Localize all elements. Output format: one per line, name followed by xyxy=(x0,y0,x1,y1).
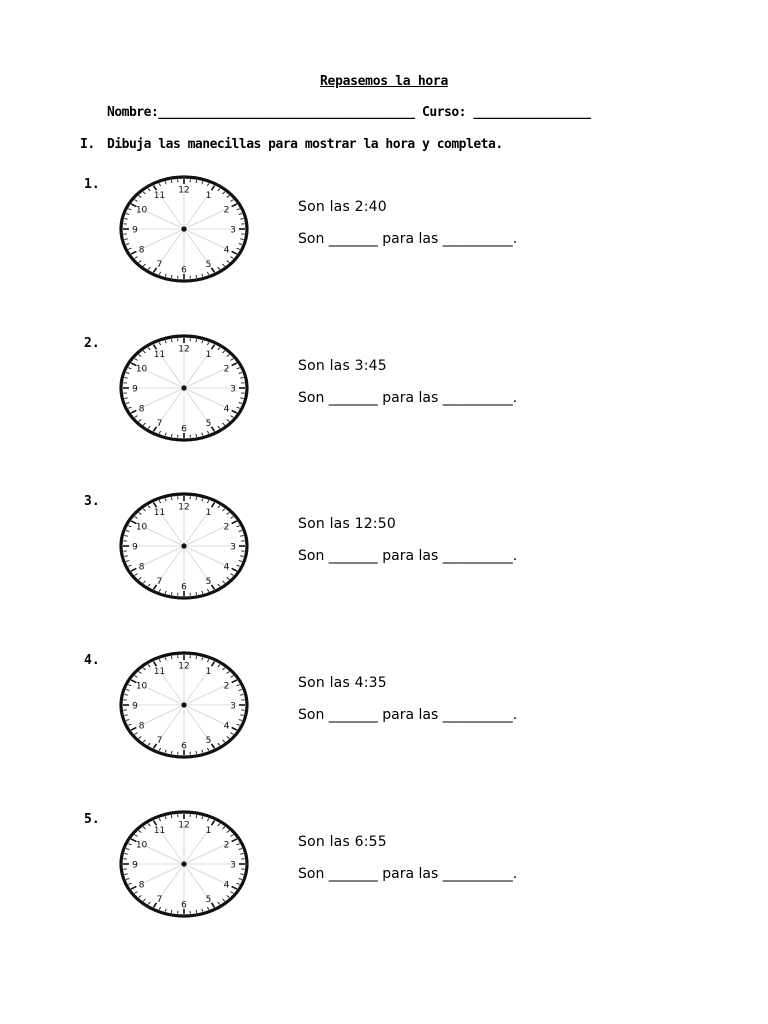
minute-tick xyxy=(240,874,243,875)
hour-number: 11 xyxy=(153,825,166,836)
minute-tick xyxy=(124,239,127,240)
hour-number: 6 xyxy=(181,265,187,276)
hour-number: 1 xyxy=(205,666,212,677)
hour-number: 6 xyxy=(181,900,187,911)
minute-tick xyxy=(124,556,127,557)
hour-number: 8 xyxy=(138,245,145,256)
exercise-number: 2. xyxy=(84,336,100,351)
hour-number: 9 xyxy=(132,860,138,871)
hour-number: 6 xyxy=(181,424,187,435)
fill-in-answer[interactable]: Son _______ para las __________. xyxy=(298,866,518,882)
hour-number: 12 xyxy=(178,502,190,513)
hour-number: 4 xyxy=(223,245,230,256)
hour-number: 7 xyxy=(156,260,163,271)
hour-number: 10 xyxy=(135,681,148,692)
hour-number: 7 xyxy=(156,736,163,747)
fill-in-answer[interactable]: Son _______ para las __________. xyxy=(298,390,518,406)
hour-number: 3 xyxy=(230,860,236,871)
hour-number: 1 xyxy=(205,825,212,836)
exercise-number: 4. xyxy=(84,653,100,668)
hour-number: 5 xyxy=(205,895,212,906)
minute-tick xyxy=(240,536,243,537)
hour-number: 5 xyxy=(205,260,212,271)
hour-number: 10 xyxy=(135,840,148,851)
minute-tick xyxy=(124,874,127,875)
hour-number: 3 xyxy=(230,384,236,395)
fill-in-answer[interactable]: Son _______ para las __________. xyxy=(298,548,518,564)
hour-number: 10 xyxy=(135,364,148,375)
minute-tick xyxy=(124,378,127,379)
exercise-number: 3. xyxy=(84,494,100,509)
hour-number: 2 xyxy=(223,522,230,533)
minute-tick xyxy=(124,854,127,855)
worksheet-title: Repasemos la hora xyxy=(320,74,448,89)
center-dot xyxy=(181,861,186,866)
hour-number: 5 xyxy=(205,736,212,747)
hour-number: 3 xyxy=(230,225,236,236)
exercise-number: 5. xyxy=(84,812,100,827)
time-statement: Son las 3:45 xyxy=(298,358,387,374)
exercise-number: 1. xyxy=(84,177,100,192)
hour-number: 11 xyxy=(153,190,166,201)
hour-number: 5 xyxy=(205,419,212,430)
exercise-3 xyxy=(0,494,768,634)
minute-tick xyxy=(240,854,243,855)
hour-number: 3 xyxy=(230,701,236,712)
minute-tick xyxy=(124,536,127,537)
hour-number: 4 xyxy=(223,880,230,891)
minute-tick xyxy=(240,239,243,240)
clock-face[interactable] xyxy=(116,330,252,446)
hour-number: 11 xyxy=(153,349,166,360)
center-dot xyxy=(181,385,186,390)
instruction xyxy=(80,137,720,152)
exercise-5 xyxy=(0,812,768,952)
hour-number: 2 xyxy=(223,681,230,692)
hour-number: 9 xyxy=(132,701,138,712)
time-statement: Son las 12:50 xyxy=(298,516,396,532)
minute-tick xyxy=(240,398,243,399)
exercise-4 xyxy=(0,653,768,793)
minute-tick xyxy=(124,695,127,696)
hour-number: 7 xyxy=(156,895,163,906)
time-statement: Son las 6:55 xyxy=(298,834,387,850)
exercise-1 xyxy=(0,177,768,317)
hour-number: 12 xyxy=(178,185,190,196)
hour-number: 8 xyxy=(138,880,145,891)
clock-face[interactable] xyxy=(116,171,252,287)
instruction-number: I. xyxy=(80,137,95,152)
fill-in-answer[interactable]: Son _______ para las __________. xyxy=(298,707,518,723)
hour-number: 10 xyxy=(135,205,148,216)
hour-number: 11 xyxy=(153,666,166,677)
hour-number: 4 xyxy=(223,562,230,573)
minute-tick xyxy=(240,219,243,220)
hour-number: 12 xyxy=(178,661,190,672)
hour-number: 8 xyxy=(138,721,145,732)
minute-tick xyxy=(240,715,243,716)
minute-tick xyxy=(240,695,243,696)
center-dot xyxy=(181,702,186,707)
center-dot xyxy=(181,543,186,548)
center-dot xyxy=(181,226,186,231)
hour-number: 9 xyxy=(132,384,138,395)
time-statement: Son las 4:35 xyxy=(298,675,387,691)
hour-number: 1 xyxy=(205,190,212,201)
fill-in-answer[interactable]: Son _______ para las __________. xyxy=(298,231,518,247)
hour-number: 1 xyxy=(205,349,212,360)
hour-number: 4 xyxy=(223,721,230,732)
hour-number: 12 xyxy=(178,344,190,355)
time-statement: Son las 2:40 xyxy=(298,199,387,215)
hour-number: 2 xyxy=(223,205,230,216)
minute-tick xyxy=(124,219,127,220)
hour-number: 9 xyxy=(132,542,138,553)
hour-number: 9 xyxy=(132,225,138,236)
hour-number: 4 xyxy=(223,404,230,415)
hour-number: 10 xyxy=(135,522,148,533)
hour-number: 6 xyxy=(181,582,187,593)
minute-tick xyxy=(240,556,243,557)
hour-number: 12 xyxy=(178,820,190,831)
clock-face[interactable] xyxy=(116,488,252,604)
hour-number: 3 xyxy=(230,542,236,553)
hour-number: 1 xyxy=(205,507,212,518)
minute-tick xyxy=(124,398,127,399)
name-course-line: Nombre:___________________________________ Curso: ________________ xyxy=(107,105,591,120)
clock-face[interactable] xyxy=(116,647,252,763)
hour-number: 7 xyxy=(156,419,163,430)
hour-number: 5 xyxy=(205,577,212,588)
exercise-2 xyxy=(0,336,768,476)
hour-number: 8 xyxy=(138,404,145,415)
instruction-text: Dibuja las manecillas para mostrar la hora y completa. xyxy=(107,137,503,152)
hour-number: 2 xyxy=(223,364,230,375)
hour-number: 2 xyxy=(223,840,230,851)
hour-number: 6 xyxy=(181,741,187,752)
clock-face[interactable] xyxy=(116,806,252,922)
hour-number: 7 xyxy=(156,577,163,588)
minute-tick xyxy=(240,378,243,379)
minute-tick xyxy=(124,715,127,716)
hour-number: 8 xyxy=(138,562,145,573)
hour-number: 11 xyxy=(153,507,166,518)
